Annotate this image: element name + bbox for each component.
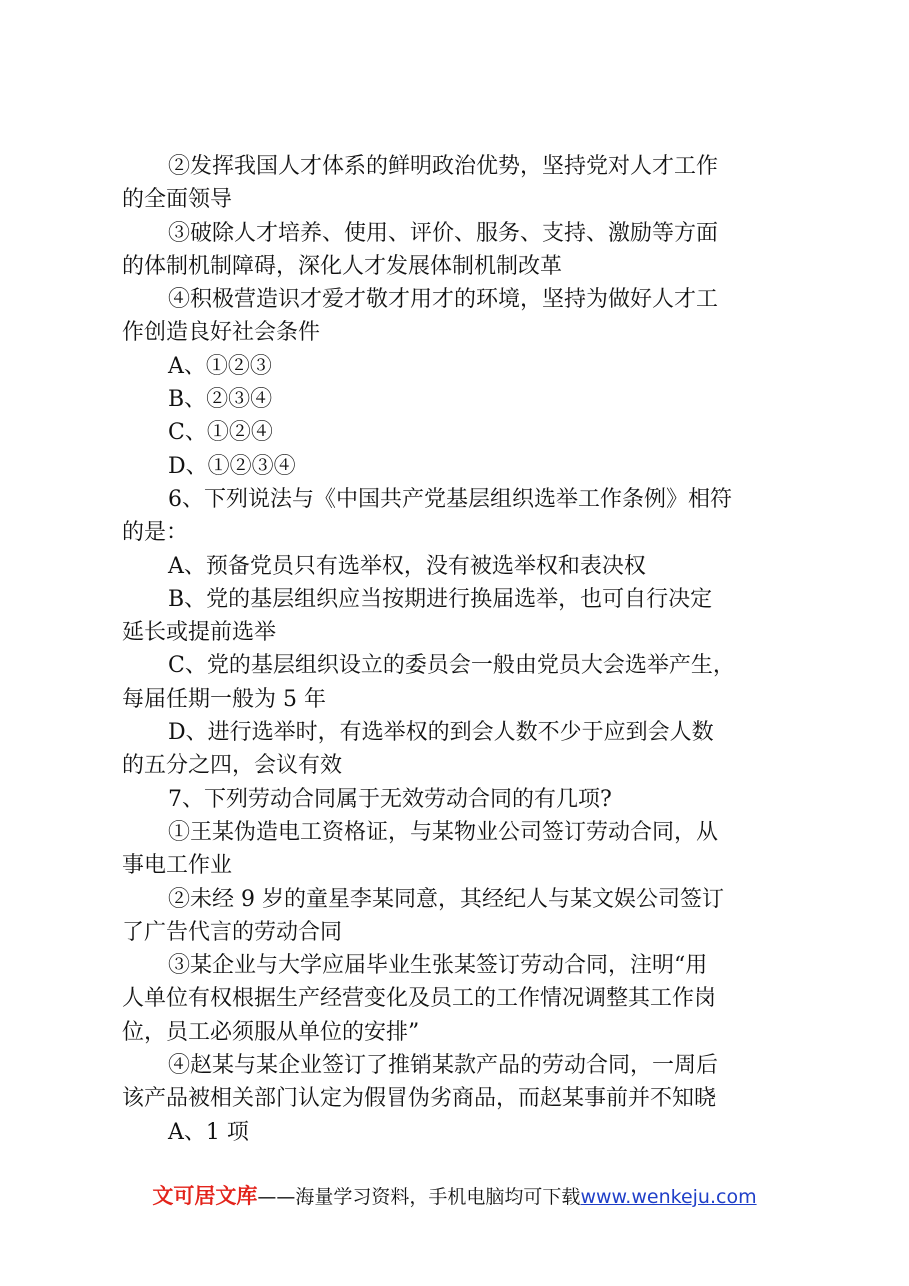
footer-brand: 文可居文库 — [152, 1184, 258, 1208]
text-line: A、1 项 — [168, 1119, 249, 1145]
text-line: D、①②③④ — [168, 453, 296, 479]
text-line: 人单位有权根据生产经营变化及员工的工作情况调整其工作岗 — [122, 986, 717, 1012]
text-line: 作创造良好社会条件 — [122, 320, 321, 346]
text-line: A、预备党员只有选举权，没有被选举权和表决权 — [168, 553, 646, 579]
text-line: 了广告代言的劳动合同 — [122, 919, 343, 945]
text-line: 的全面领导 — [122, 187, 233, 213]
footer-banner — [0, 1180, 909, 1210]
text-line: 位，员工必须服从单位的安排” — [122, 1019, 420, 1045]
text-line: ④积极营造识才爱才敬才用才的环境，坚持为做好人才工 — [168, 287, 719, 313]
document-body — [122, 150, 798, 1149]
text-line: ①王某伪造电工资格证，与某物业公司签订劳动合同，从 — [168, 819, 719, 845]
text-line: B、党的基层组织应当按期进行换届选举，也可自行决定 — [168, 586, 713, 612]
text-line: 7、下列劳动合同属于无效劳动合同的有几项? — [168, 786, 612, 812]
text-line: ②未经 9 岁的童星李某同意，其经纪人与某文娱公司签订 — [168, 886, 724, 912]
text-line: ④赵某与某企业签订了推销某款产品的劳动合同，一周后 — [168, 1053, 719, 1079]
footer-tagline: ——海量学习资料，手机电脑均可下载 — [257, 1186, 581, 1208]
footer-site-link[interactable]: www.wenkeju.com — [580, 1186, 757, 1208]
text-line: A、①②③ — [168, 353, 272, 379]
text-line: 的五分之四，会议有效 — [122, 753, 343, 779]
text-line: 6、下列说法与《中国共产党基层组织选举工作条例》相符 — [168, 486, 732, 512]
text-line: ③破除人才培养、使用、评价、服务、支持、激励等方面 — [168, 220, 719, 246]
text-line: 该产品被相关部门认定为假冒伪劣商品，而赵某事前并不知晓 — [122, 1086, 717, 1112]
text-line: 每届任期一般为 5 年 — [122, 686, 326, 712]
text-line: 事电工作业 — [122, 853, 233, 879]
text-line: D、进行选举时，有选举权的到会人数不少于应到会人数 — [168, 720, 714, 746]
text-line: ②发挥我国人才体系的鲜明政治优势，坚持党对人才工作 — [168, 154, 719, 179]
text-line: C、党的基层组织设立的委员会一般由党员大会选举产生， — [168, 653, 735, 679]
text-line: 的体制机制障碍，深化人才发展体制机制改革 — [122, 253, 563, 279]
text-line: B、②③④ — [168, 387, 273, 413]
text-line: ③某企业与大学应届毕业生张某签订劳动合同，注明“用 — [168, 953, 708, 979]
text-line: 延长或提前选举 — [122, 620, 277, 646]
text-line: 的是： — [122, 520, 189, 546]
text-line: C、①②④ — [168, 420, 273, 446]
